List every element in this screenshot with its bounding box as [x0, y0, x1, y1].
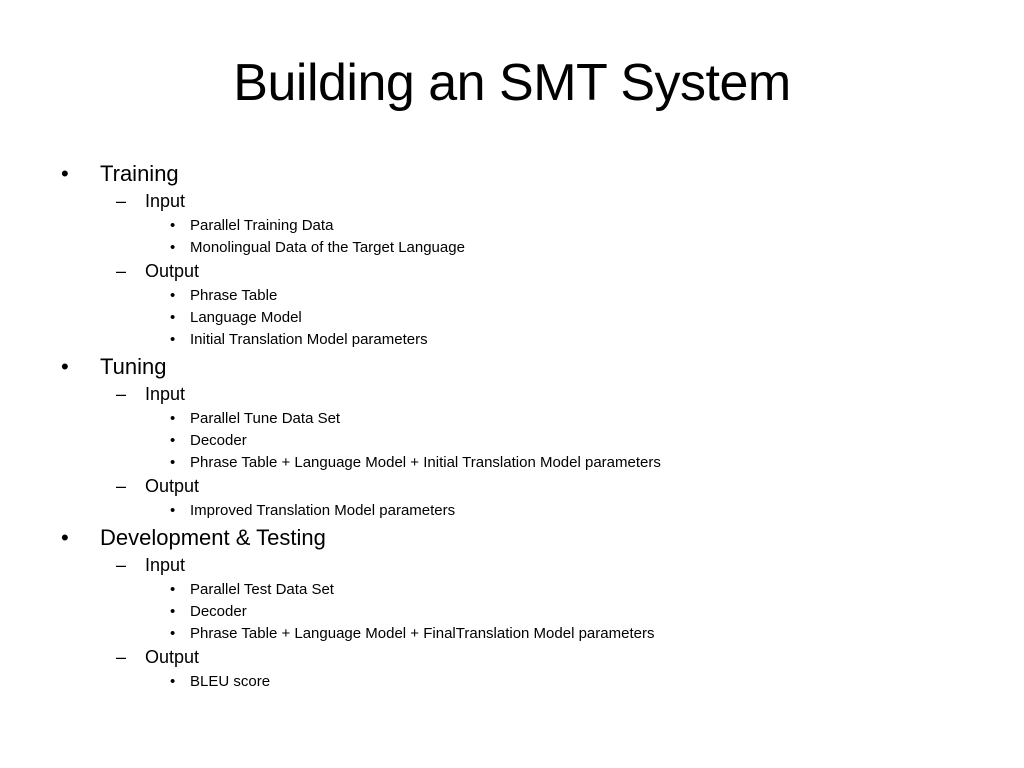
bullet: •: [170, 239, 176, 256]
bullet: •: [170, 502, 176, 519]
section-label: Tuning: [100, 354, 167, 379]
item-label: Language Model: [190, 309, 302, 326]
section-label: Development & Testing: [100, 525, 326, 550]
bullet: •: [61, 354, 69, 379]
bullet: •: [170, 309, 176, 326]
item-label: Parallel Test Data Set: [190, 581, 334, 598]
bullet: •: [170, 454, 176, 471]
bullet: •: [170, 581, 176, 598]
bullet: •: [170, 331, 176, 348]
group-label: Output: [145, 647, 200, 667]
dash: –: [116, 476, 127, 496]
item-label: Decoder: [190, 603, 247, 620]
group-label: Output: [145, 476, 200, 496]
item-label: Initial Translation Model parameters: [190, 331, 428, 348]
group-label: Input: [145, 191, 186, 211]
bullet: •: [170, 432, 176, 449]
item-label: Monolingual Data of the Target Language: [190, 239, 465, 256]
bullet: •: [170, 217, 176, 234]
dash: –: [116, 555, 127, 575]
item-label: BLEU score: [190, 673, 271, 690]
bullet: •: [61, 161, 69, 186]
group-label: Input: [145, 555, 186, 575]
bullet: •: [170, 673, 176, 690]
item-label: Parallel Training Data: [190, 217, 334, 234]
slide-title: Building an SMT System: [233, 54, 791, 112]
item-label: Phrase Table + Language Model + FinalTranslation Model parameters: [190, 625, 655, 642]
bullet: •: [170, 410, 176, 427]
group-label: Input: [145, 384, 186, 404]
item-label: Decoder: [190, 432, 247, 449]
dash: –: [116, 647, 127, 667]
bullet: •: [170, 603, 176, 620]
item-label: Parallel Tune Data Set: [190, 410, 341, 427]
section-label: Training: [100, 161, 179, 186]
group-label: Output: [145, 261, 200, 281]
item-label: Improved Translation Model parameters: [190, 502, 456, 519]
item-label: Phrase Table: [190, 287, 278, 304]
dash: –: [116, 191, 127, 211]
bullet: •: [170, 287, 176, 304]
bullet: •: [61, 525, 69, 550]
dash: –: [116, 261, 127, 281]
dash: –: [116, 384, 127, 404]
bullet: •: [170, 625, 176, 642]
item-label: Phrase Table + Language Model + Initial Translation Model parameters: [190, 454, 661, 471]
